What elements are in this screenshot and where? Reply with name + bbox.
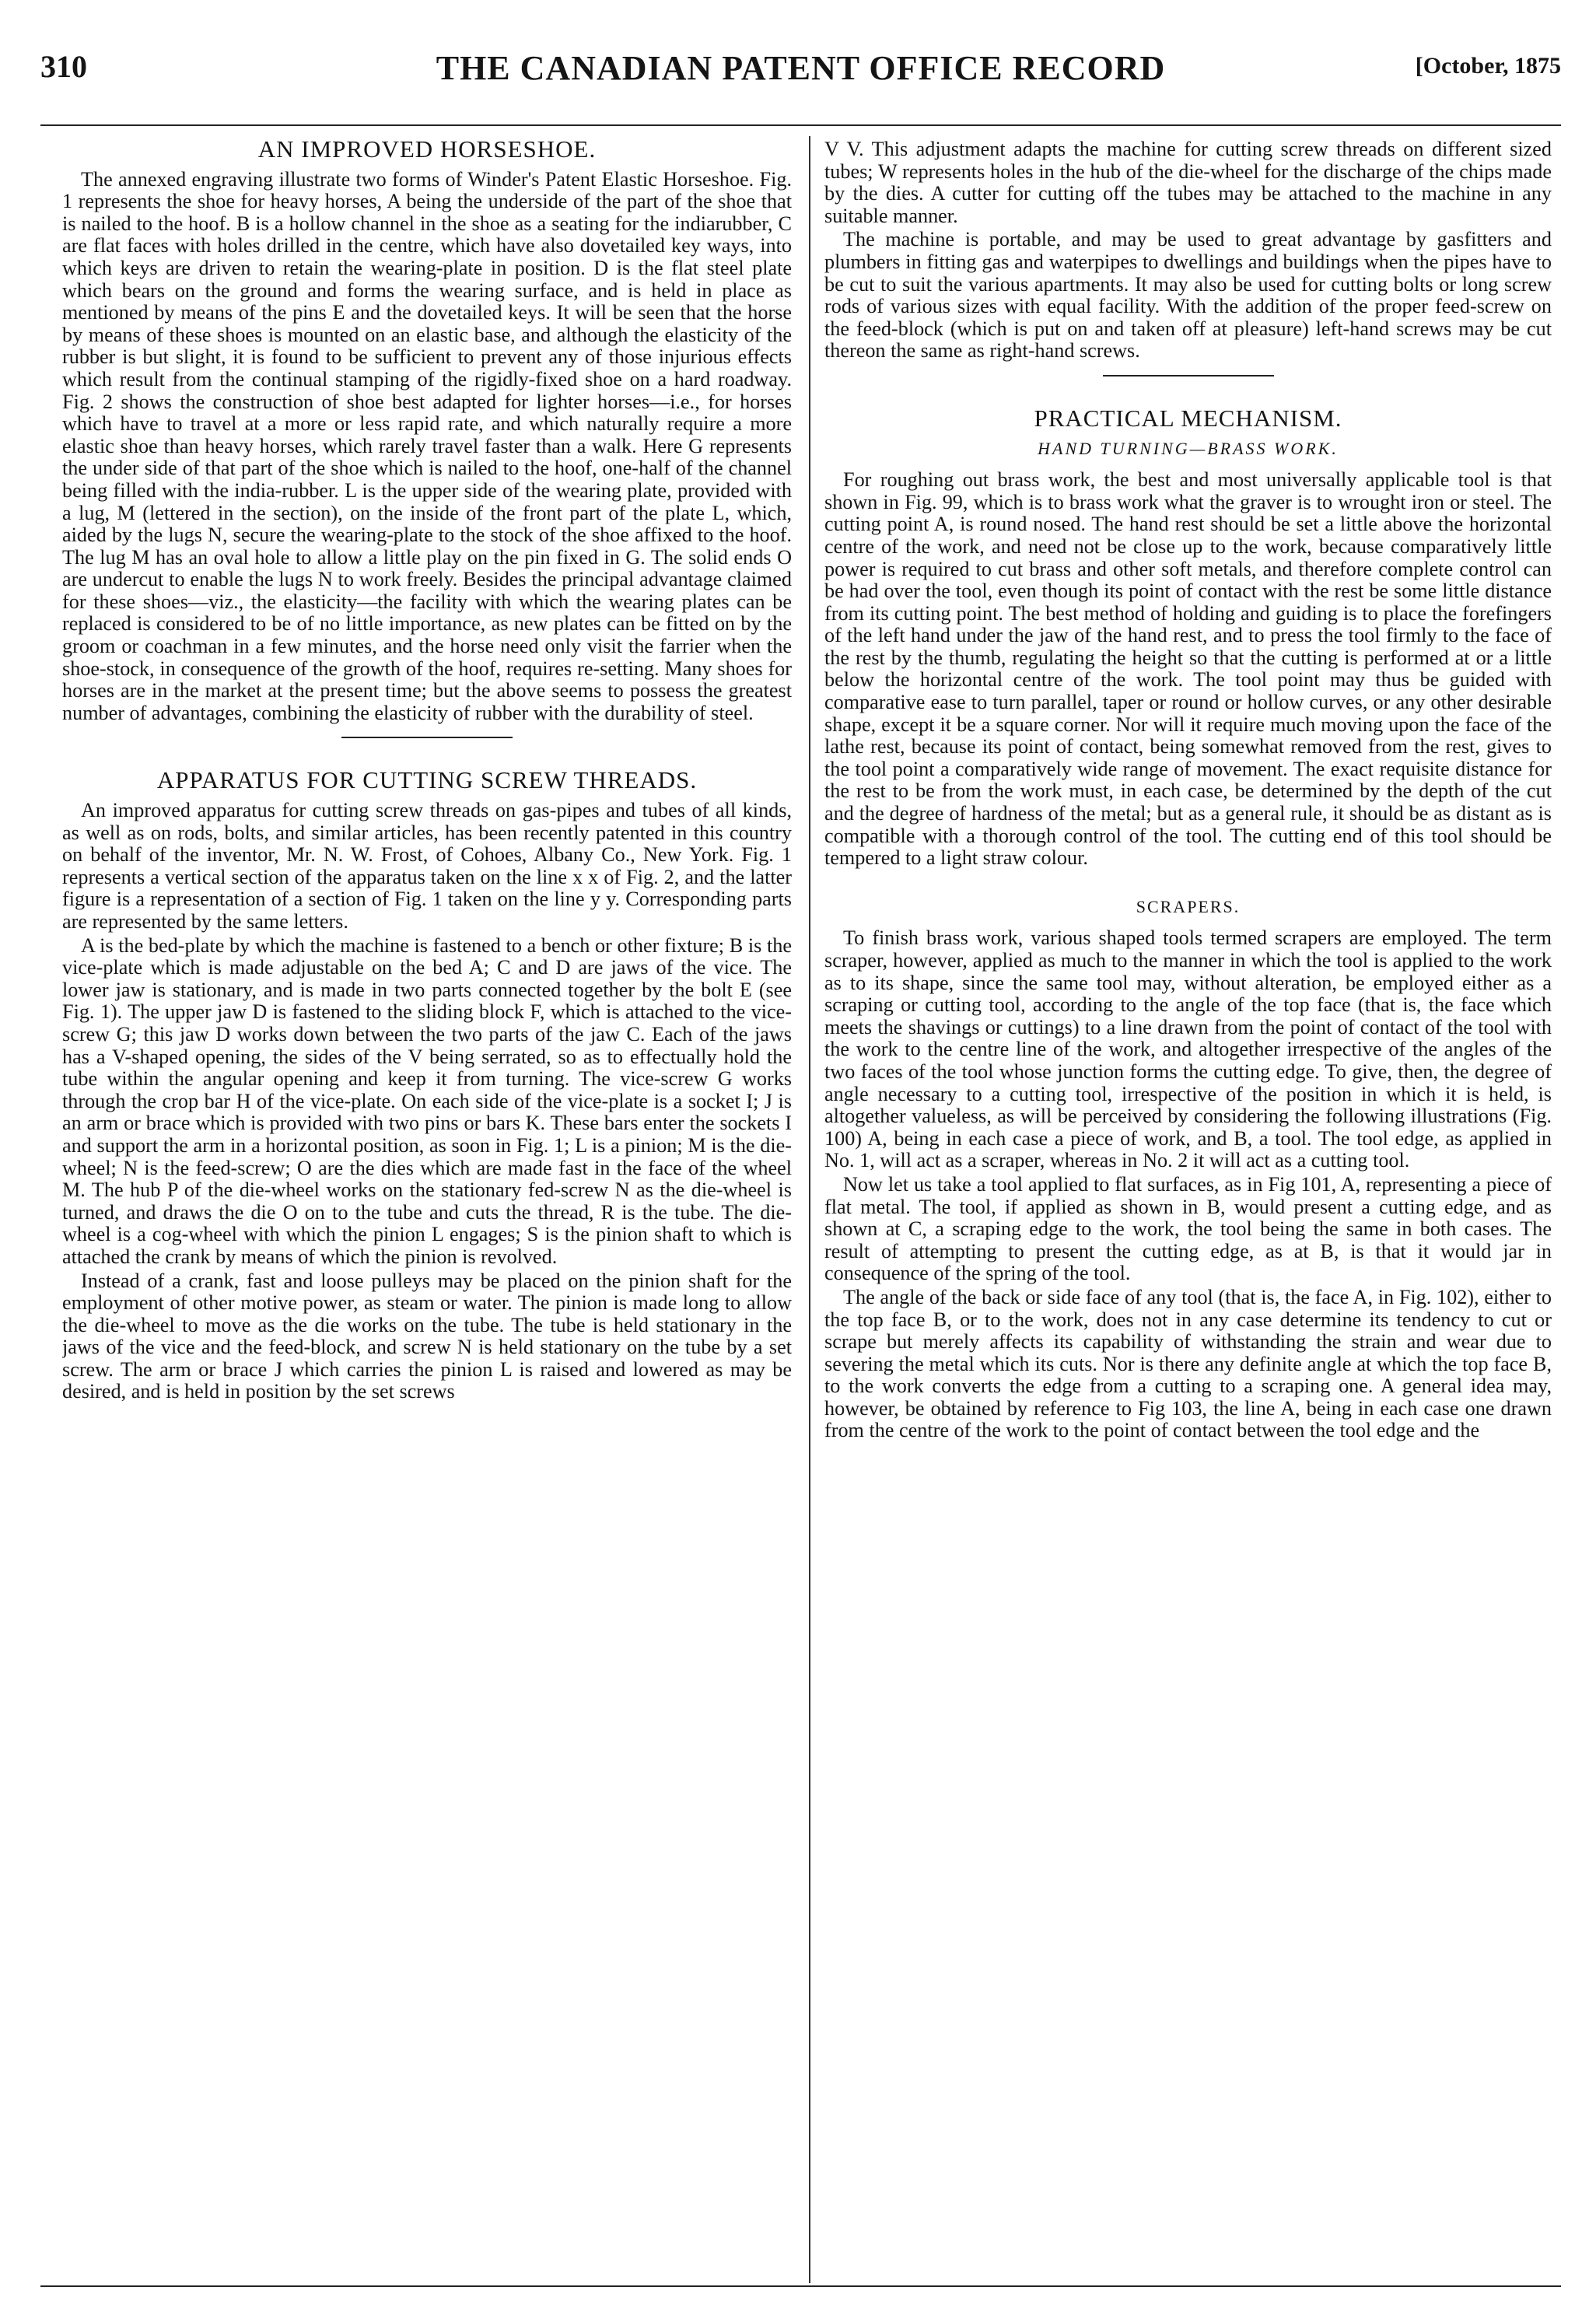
scrapers-paragraph-1: To finish brass work, various shaped tools termed scrapers are employed. The term scraper, however, applied as much to the manner in which the tool is applied to the work as to its shape, since the same tool may, without alteration, be employed either as a scraping or cutting tool, according to the angle of the top face (that is, the face which meets the shavings or cuttings) to a line drawn from the point of contact of the tool with the work to the centre line of the work, and altogether irrespective of the angles of the two faces of the tool whose junction forms the cutting edge. To give, then, the degree of angle necessary to a cutting tool, irrespective of the position in which it is held, is altogether valueless, as will be perceived by considering the following illustrations (Fig. 100) A, being in each case a piece of work, and B, a tool. The tool edge, as applied in No. 1, will act as a scraper, whereas in No. 2 it will act as a cutting tool. <box>824 926 1552 1172</box>
scrapers-paragraph-2: Now let us take a tool applied to flat surfaces, as in Fig 101, A, representing a piece of flat metal. The tool, if applied as shown in B, would present a cutting edge, and as shown at C, a scraping edge to the work, the tool being the same in both cases. The result of attempting to present the cutting edge, as at B, is that it would jar in consequence of the spring of the tool. <box>824 1172 1552 1285</box>
publication-title: THE CANADIAN PATENT OFFICE RECORD <box>436 49 1166 87</box>
mechanism-subheading: HAND TURNING—BRASS WORK. <box>1038 438 1339 458</box>
mechanism-heading: PRACTICAL MECHANISM. <box>1034 404 1342 432</box>
right-column <box>824 138 1552 2278</box>
screw-paragraph-2: A is the bed-plate by which the machine is fastened to a bench or other fixture; B is the vice-plate which is made adjustable on the bed A; C and D are jaws of the vice. The lower jaw is stationary, and is made in two parts connected together by the bolt E (see Fig. 1). The upper jaw D is fastened to the sliding block F, which is attached to the vice-screw G; this jaw D works down between the two parts of the jaw C. Each of the jaws has a V-shaped opening, the sides of the V being serrated, so as to effectually hold the tube within the angular opening and keep it from turning. The vice-screw G works through the crop bar H of the vice-plate. On each side of the vice-plate is a socket I; J is an arm or brace which is provided with two pins or bars K. These bars enter the sockets I and support the arm in a horizontal position, as soon in Fig. 1; L is a pinion; M is the die-wheel; N is the feed-screw; O are the dies which are made fast in the face of the wheel M. The hub P of the die-wheel works on the stationary fed-screw N as the die-wheel is turned, and draws the die O on to the tube and cuts the thread, R is the tube. The die-wheel is a cog-wheel with which the pinion L engages; S is the pinion shaft to which is attached the crank by means of which the pinion is revolved. <box>62 933 792 1268</box>
screw-paragraph-3: Instead of a crank, fast and loose pulleys may be placed on the pinion shaft for the employment of other motive power, as steam or water. The pinion is made long to allow the die-wheel to move as the die works on the tube. The tube is held stationary in the jaws of the vice and the feed-block, and screw N is held stationary on the tube by a set screw. The arm or brace J which carries the pinion L is raised and lowered as may be desired, and is held in position by the set screws <box>62 1269 792 1403</box>
horseshoe-heading: AN IMPROVED HORSESHOE. <box>257 138 597 163</box>
page-number: 310 <box>40 49 87 84</box>
column-divider <box>809 136 810 2283</box>
left-column <box>62 138 792 2278</box>
issue-date: [October, 1875 <box>1415 53 1561 79</box>
footer-rule <box>40 2285 1561 2287</box>
scrapers-paragraph-3: The angle of the back or side face of any tool (that is, the face A, in Fig. 102), either to the top face B, or to the work, does not in any case determine its tendency to cut or scrape but merely affects its capability of withstanding the strain and wear due to severing the metal which its cuts. Nor is there any definite angle at which the top face B, to the work converts the edge from a cutting to a scraping one. A general idea may, however, be obtained by reference to Fig 103, the line A, being in each case one drawn from the centre of the work to the point of contact between the tool edge and the <box>824 1285 1552 1442</box>
section-separator <box>1103 375 1274 376</box>
horseshoe-paragraph: The annexed engraving illustrate two forms of Winder's Patent Elastic Horseshoe. Fig. 1 represents the shoe for heavy horses, A being the underside of the part of the shoe that is nailed to the hoof. B is a hollow channel in the shoe as a seating for the indiarubber, C are flat faces with holes drilled in the centre, which have also dovetailed key ways, into which keys are driven to retain the wearing-plate in position. D is the flat steel plate which bears on the ground and forms the wearing surface, and is held in place as mentioned by means of the pins E and the dovetailed keys. It will be seen that the horse by means of these shoes is mounted on an elastic base, and although the elasticity of the rubber is but slight, it is found to be sufficient to prevent any of those injurious effects which result from the continual stamping of the rigidly-fixed shoe on a hard roadway. Fig. 2 shows the construction of shoe best adapted for lighter horses—i.e., for horses which have to travel at a more or less rapid rate, and which naturally require a more elastic shoe than heavy horses, which rarely travel faster than a walk. Here G represents the under side of that part of the shoe which is nailed to the hoof, one-half of the channel being filled with the india-rubber. L is the upper side of the wearing plate, provided with a lug, M (lettered in the section), on the inside of the front part of the plate L, which, aided by the lugs N, secure the wearing-plate to the stock of the shoe affixed to the hoof. The lug M has an oval hole to allow a little play on the pin fixed in G. The solid ends O are undercut to enable the lugs N to work freely. Besides the principal advantage claimed for these shoes—viz., the elasticity—the facility with which the wearing plates can be replaced is considered to be of no little importance, as new plates can be fitted on by the groom or coachman in a few minutes, and the horse need only visit the farrier when the shoe-stock, in consequence of the growth of the hoof, requires re-setting. Many shoes for horses are in the market at the present time; but the above seems to possess the greatest number of advantages, combining the elasticity of rubber with the durability of steel. <box>62 167 792 724</box>
screw-continued-paragraph-1: V V. This adjustment adapts the machine for cutting screw threads on different sized tubes; W represents holes in the hub of the die-wheel for the discharge of the chips made by the dies. A cutter for cutting off the tubes may be attached to the machine in any suitable manner. <box>824 138 1552 227</box>
screw-threads-heading: APPARATUS FOR CUTTING SCREW THREADS. <box>156 766 698 794</box>
page-header <box>40 48 1561 95</box>
scrapers-subheading: SCRAPERS. <box>1136 896 1241 916</box>
screw-continued-paragraph-2: The machine is portable, and may be used to great advantage by gasfitters and plumbers in fitting gas and waterpipes to dwellings and buildings when the pipes have to be cut to suit the various apartments. It may also be used for cutting bolts or long screw rods of various sizes with equal facility. With the addition of the proper feed-screw on the feed-block (which is put on and taken off at pleasure) left-hand screws may be cut thereon the same as right-hand screws. <box>824 228 1552 362</box>
screw-paragraph-1: An improved apparatus for cutting screw threads on gas-pipes and tubes of all kinds, as well as on rods, bolts, and similar articles, has been recently patented in this country on behalf of the inventor, Mr. N. W. Frost, of Cohoes, Albany Co., New York. Fig. 1 represents a vertical section of the apparatus taken on the line x x of Fig. 2, and the latter figure is a representation of a section of Fig. 1 taken on the line y y. Corresponding parts are represented by the same letters. <box>62 799 792 933</box>
mechanism-paragraph-1: For roughing out brass work, the best and most universally applicable tool is that shown in Fig. 99, which is to brass work what the graver is to wrought iron or steel. The cutting point A, is round nosed. The hand rest should be set a little above the horizontal centre of the work, and need not be close up to the work, because comparatively little power is required to cut brass and other soft metals, and therefore complete control can be had over the tool, even though its point of contact with the rest be some little distance from its cutting point. The best method of holding and guiding is to place the forefingers of the left hand under the jaw of the hand rest, and to press the tool firmly to the face of the rest by the thumb, regulating the height so that the cutting is performed at or a little below the horizontal centre of the work. The tool point may thus be guided with comparative ease to turn parallel, taper or round or hollow curves, or any other desirable shape, except it be a square corner. Nor will it require much moving upon the face of the lathe rest, because its point of contact, being somewhat removed from the rest, gives to the tool point a comparatively wide range of movement. The exact requisite distance for the rest to be from the work must, in each case, be determined by the depth of the cut and the degree of hardness of the metal; but as a general rule, it should be as distant as is compatible with a thorough control of the tool. The cutting end of this tool should be tempered to a light straw colour. <box>824 468 1552 870</box>
header-rule <box>40 124 1561 126</box>
section-separator <box>341 737 513 738</box>
